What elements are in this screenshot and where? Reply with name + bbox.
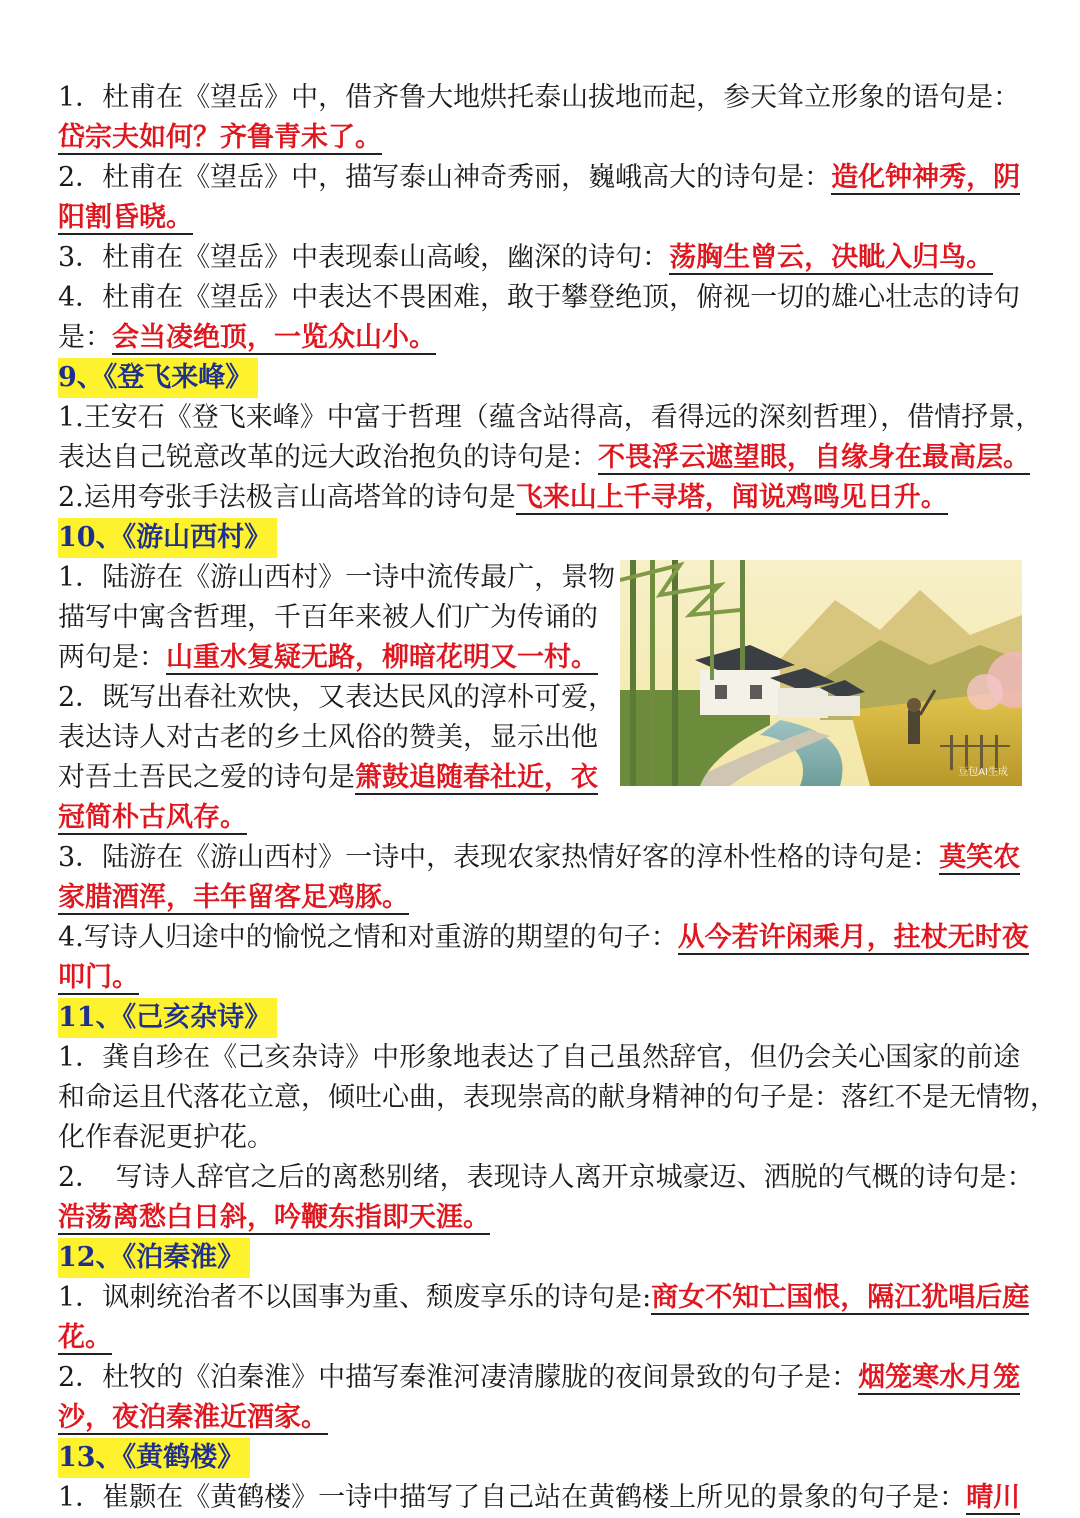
sec10-item4-line1: [58, 918, 1030, 958]
sec11-item2-line1: [58, 1158, 1034, 1198]
answer-text: 冠简朴古风存。: [58, 802, 247, 833]
question-text: 和命运且代落花立意，倾吐心曲，表现崇高的献身精神的句子是：落红不是无情物，: [58, 1082, 1057, 1113]
sec10-item4-line2: [58, 958, 1030, 998]
answer-text: 飞来山上千寻塔，闻说鸡鸣见日升。: [515, 482, 948, 513]
question-text: 3．陆游在《游山西村》一诗中，表现农家热情好客的淳朴性格的诗句是：: [58, 842, 940, 873]
answer-text: 烟笼寒水月笼: [858, 1362, 1021, 1393]
section-heading: 10、《游山西村》: [58, 518, 277, 558]
sec9-item2-line1: [58, 478, 1030, 518]
answer-text: 箫鼓追随春社近，衣: [355, 762, 598, 793]
sec8-item3-line1: [58, 238, 1030, 278]
section-heading: 12、《泊秦淮》: [58, 1238, 250, 1278]
sec10-item3-line1: [58, 838, 1030, 878]
question-text: 1．崔颢在《黄鹤楼》一诗中描写了自己站在黄鹤楼上所见的景象的句子是：: [58, 1482, 967, 1513]
answer-text: 浩荡离愁白日斜，吟鞭东指即天涯。: [58, 1202, 490, 1233]
answer-text: 阳割昏晓。: [58, 202, 193, 233]
question-text: 2．杜牧的《泊秦淮》中描写秦淮河凄清朦胧的夜间景致的句子是：: [58, 1362, 859, 1393]
image-watermark: 豆包AI生成: [958, 767, 1008, 778]
sec8-item1-line1: [58, 78, 1030, 118]
question-text: 1．讽刺统治者不以国事为重、颓废享乐的诗句是:: [58, 1282, 652, 1313]
sec10-item3-line2: [58, 878, 1030, 918]
question-text: 2．既写出春社欢快，又表达民风的淳朴可爱，: [58, 682, 616, 713]
question-text: 两句是：: [58, 642, 166, 673]
worksheet: [58, 78, 1057, 1518]
sec10-item2-line4: [58, 798, 1030, 838]
answer-text: 荡胸生曾云，决眦入归鸟。: [669, 242, 994, 273]
answer-text: 家腊酒浑，丰年留客足鸡豚。: [58, 882, 409, 913]
sec8-item2-line1: [58, 158, 1030, 198]
question-text: 1．杜甫在《望岳》中，借齐鲁大地烘托泰山拔地而起，参天耸立形象的语句是：: [58, 82, 1021, 113]
answer-text: 沙，夜泊秦淮近酒家。: [58, 1402, 328, 1433]
question-text: 描写中寓含哲理，千百年来被人们广为传诵的: [58, 602, 598, 633]
question-text: 2． 写诗人辞官之后的离愁别绪，表现诗人离开京城豪迈、洒脱的气概的诗句是：: [58, 1162, 1034, 1193]
village-illustration: [620, 560, 1022, 786]
question-text: 1．陆游在《游山西村》一诗中流传最广，景物: [58, 562, 616, 593]
sec12-item1-line1: [58, 1278, 1030, 1318]
question-text: 是：: [58, 322, 112, 353]
sec11-item2-line2: [58, 1198, 1030, 1238]
question-text: 1．龚自珍在《己亥杂诗》中形象地表达了自己虽然辞官，但仍会关心国家的前途: [58, 1042, 1021, 1073]
answer-text: 会当凌绝顶，一览众山小。: [112, 322, 436, 353]
answer-text: 山重水复疑无路，柳暗花明又一村。: [166, 642, 598, 673]
question-text: 4.写诗人归途中的愉悦之情和对重游的期望的句子：: [58, 922, 678, 953]
question-text: 表达诗人对古老的乡土风俗的赞美，显示出他: [58, 722, 598, 753]
section-heading-row: [58, 998, 1030, 1038]
question-text: 2．杜甫在《望岳》中，描写泰山神奇秀丽，巍峨高大的诗句是：: [58, 162, 832, 193]
answer-text: 岱宗夫如何？齐鲁青未了。: [58, 122, 382, 153]
sec13-item1-line1: [58, 1478, 1030, 1518]
sec12-item2-line2: [58, 1398, 1030, 1438]
answer-text: 从今若许闲乘月，拄杖无时夜: [677, 922, 1029, 953]
question-text: 表达自己锐意改革的远大政治抱负的诗句是：: [58, 442, 598, 473]
section-heading: 11、《己亥杂诗》: [58, 998, 277, 1038]
sec11-item1-line3: [58, 1118, 1030, 1158]
question-text: 对吾土吾民之爱的诗句是: [58, 762, 355, 793]
answer-text: 商女不知亡国恨，隔江犹唱后庭: [651, 1282, 1030, 1313]
section-heading-row: [58, 1438, 1030, 1478]
sec8-item4-line2: [58, 318, 1030, 358]
question-text: 化作春泥更护花。: [58, 1122, 274, 1153]
question-text: 3．杜甫在《望岳》中表现泰山高峻，幽深的诗句：: [58, 242, 670, 273]
answer-text: 叩门。: [58, 962, 139, 993]
sec12-item2-line1: [58, 1358, 1030, 1398]
sec8-item4-line1: [58, 278, 1030, 318]
answer-text: 花。: [58, 1322, 112, 1353]
sec9-item1-line2: [58, 438, 1030, 478]
question-text: 2.运用夸张手法极言山高塔耸的诗句是: [58, 482, 516, 513]
answer-text: 莫笑农: [939, 842, 1021, 873]
answer-text: 造化钟神秀，阴: [831, 162, 1021, 193]
answer-text: 晴川: [966, 1482, 1021, 1513]
sec10-text-with-image: [58, 558, 1030, 838]
section-heading-row: [58, 518, 1030, 558]
section-heading-row: [58, 1238, 1030, 1278]
sec8-item1-line2: [58, 118, 1030, 158]
sec11-item1-line1: [58, 1038, 1030, 1078]
answer-text: 不畏浮云遮望眼，自缘身在最高层。: [598, 442, 1030, 473]
sec9-item1-line1: [58, 398, 1043, 438]
section-heading-row: [58, 358, 1030, 398]
question-text: 4．杜甫在《望岳》中表达不畏困难，敢于攀登绝顶，俯视一切的雄心壮志的诗句: [58, 282, 1021, 313]
section-heading: 9、《登飞来峰》: [58, 358, 258, 398]
section-heading: 13、《黄鹤楼》: [58, 1438, 250, 1478]
question-text: 1.王安石《登飞来峰》中富于哲理（蕴含站得高，看得远的深刻哲理），借情抒景，: [58, 402, 1043, 433]
sec11-item1-line2: [58, 1078, 1057, 1118]
sec8-item2-line2: [58, 198, 1030, 238]
sec12-item1-line2: [58, 1318, 1030, 1358]
village-scene-image: [620, 560, 1022, 786]
